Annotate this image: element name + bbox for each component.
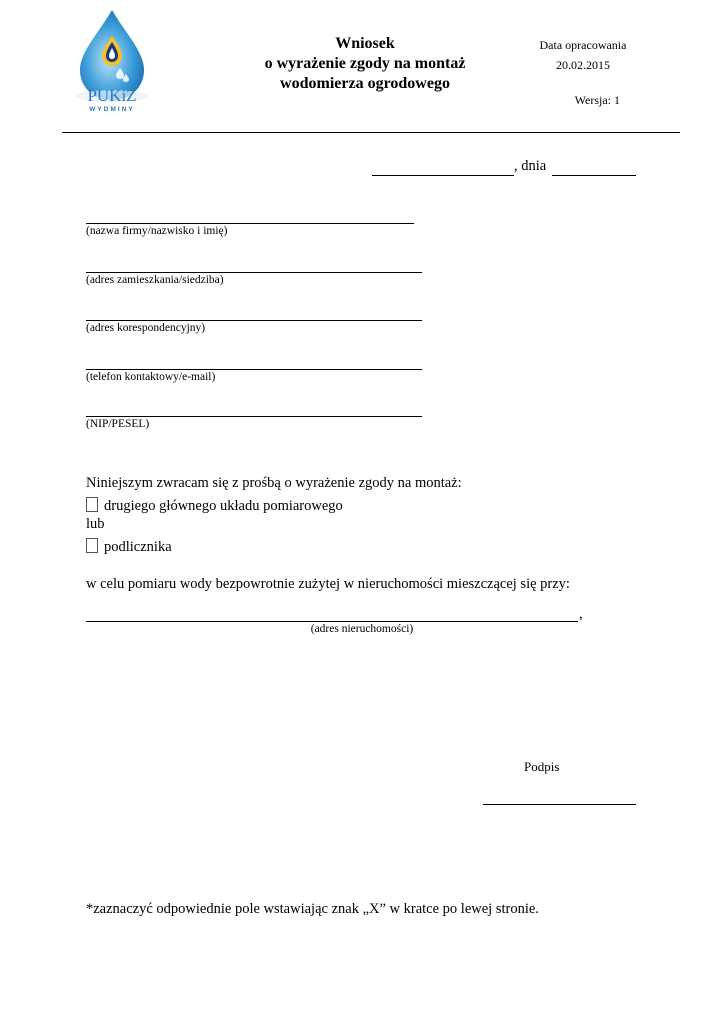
footnote: *zaznaczyć odpowiednie pole wstawiając znak „X” w kratce po lewej stronie. (86, 901, 539, 917)
address-line[interactable] (86, 272, 422, 273)
date-label: Data opracowania (539, 38, 627, 52)
property-address-line[interactable] (86, 621, 578, 622)
submeter-label: podlicznika (104, 539, 172, 555)
address-comma: , (579, 606, 583, 622)
purpose-text: w celu pomiaru wody bezpowrotnie zużytej w nieruchomości mieszczącej się przy: (86, 576, 570, 592)
company-name-label: (nazwa firmy/nazwisko i imię) (86, 225, 228, 237)
logo-brand-text: PUKiZ (87, 86, 137, 105)
main-meter-checkbox[interactable] (86, 497, 98, 512)
nip-pesel-label: (NIP/PESEL) (86, 418, 150, 430)
option-submeter (86, 538, 172, 556)
correspondence-address-line[interactable] (86, 320, 422, 321)
date-value: 20.02.2015 (556, 58, 610, 72)
company-name-line[interactable] (86, 223, 414, 224)
version-label: Wersja: 1 (574, 93, 620, 107)
contact-line[interactable] (86, 369, 422, 370)
logo-subtitle-text: WYDMINY (89, 106, 135, 113)
form-title-line-1: Wniosek (335, 35, 395, 52)
option-main-meter (86, 497, 343, 515)
company-logo (62, 8, 162, 120)
submeter-checkbox[interactable] (86, 538, 98, 553)
request-intro: Niniejszym zwracam się z prośbą o wyrażenie zgody na montaż: (86, 475, 462, 491)
correspondence-address-label: (adres korespondencyjny) (86, 322, 206, 334)
form-title-line-3: wodomierza ogrodowego (280, 75, 450, 92)
form-title-line-2: o wyrażenie zgody na montaż (264, 55, 466, 72)
signature-label: Podpis (524, 759, 560, 774)
main-meter-label: drugiego głównego układu pomiarowego (104, 498, 343, 514)
address-label: (adres zamieszkania/siedziba) (86, 274, 224, 286)
contact-label: (telefon kontaktowy/e-mail) (86, 371, 216, 383)
date-line[interactable] (552, 175, 636, 176)
header-divider (62, 132, 680, 133)
nip-pesel-line[interactable] (86, 416, 422, 417)
signature-line[interactable] (483, 804, 636, 805)
place-line[interactable] (372, 175, 514, 176)
or-text: lub (86, 516, 105, 532)
date-prefix: , dnia (514, 158, 547, 174)
property-address-label: (adres nieruchomości) (310, 623, 414, 635)
